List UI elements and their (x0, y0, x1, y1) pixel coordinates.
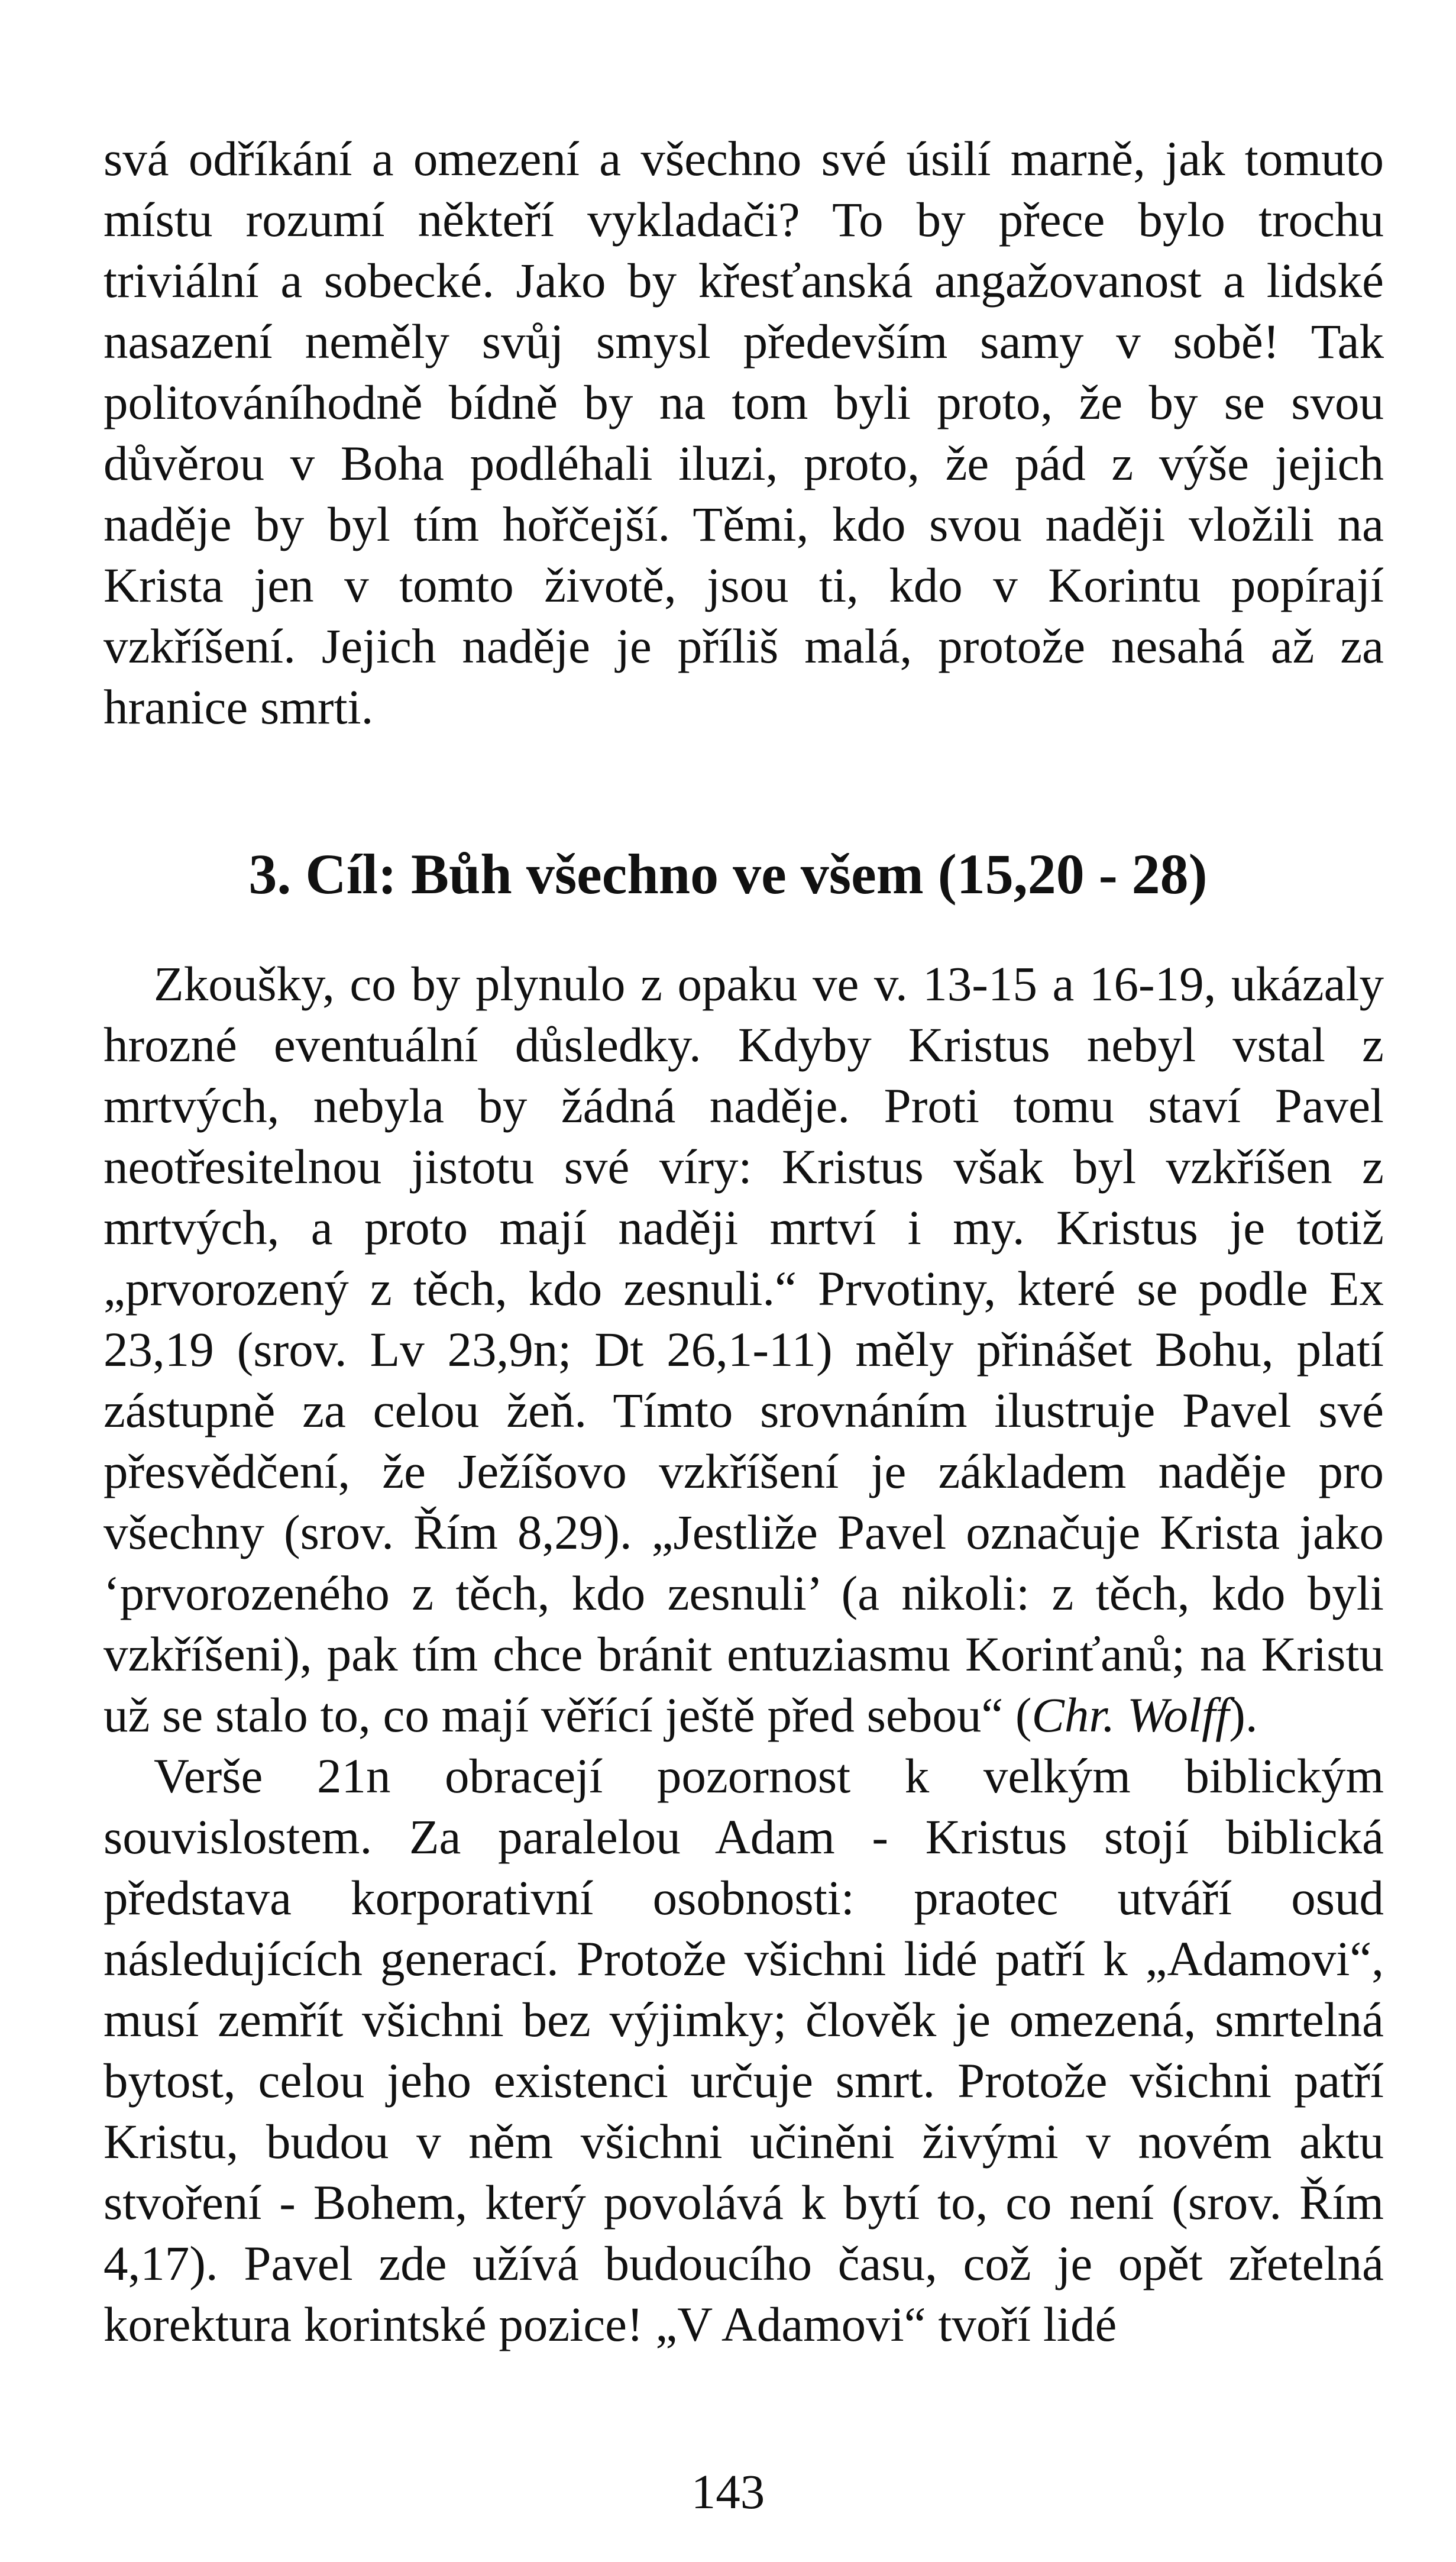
intro-text-block (103, 128, 1384, 738)
paragraph-1 (103, 954, 1384, 1746)
section-heading: 3. Cíl: Bůh všechno ve všem (15,20 - 28) (248, 842, 1208, 906)
paragraph-1-end: ). (1229, 1688, 1258, 1742)
paragraph-intro: svá odříkání a omezení a všechno své úsilí marně, jak tomuto místu rozumí někteří vykladači? To by přece bylo trochu triviální a sobecké. Jako by křesťanská angažovanost a lidské nasazení neměly svůj smysl především samy v sobě! Tak politováníhodně bídně by na tom byli proto, že by se svou důvěrou v Boha podléhali iluzi, proto, že pád z výše jejich naděje by byl tím hořčejší. Těmi, kdo svou naději vložili na Krista jen v tomto životě, jsou ti, kdo v Korintu popírají vzkříšení. Jejich naděje je příliš malá, protože nesahá až za hranice smrti. (103, 131, 1384, 734)
citation-author: Chr. Wolff (1031, 1688, 1229, 1742)
page-number: 143 (691, 2464, 765, 2519)
paragraph-2: Verše 21n obracejí pozornost k velkým biblickým souvislostem. Za paralelou Adam - Kristus stojí biblická představa korporativní osobnosti: praotec utváří osud následujících generací. Protože všichni lidé patří k „Adamovi“, musí zemřít všichni bez výjimky; člověk je omezená, smrtelná bytost, celou jeho existenci určuje smrt. Protože všichni patří Kristu, budou v něm všichni učiněni živými v novém aktu stvoření - Bohem, který povolává k bytí to, co není (srov. Řím 4,17). Pavel zde užívá budoucího času, což je opět zřetelná korektura korintské pozice! „V Adamovi“ tvoří lidé (103, 1749, 1384, 2351)
paragraph-1-text: Zkoušky, co by plynulo z opaku ve v. 13-15 a 16-19, ukázaly hrozné eventuální důsledky. Kdyby Kristus nebyl vstal z mrtvých, nebyla by žádná naděje. Proti tomu staví Pavel neotřesitelnou jistotu své víry: Kristus však byl vzkříšen z mrtvých, a proto mají naději mrtví i my. Kristus je totiž „prvorozený z těch, kdo zesnuli.“ Prvotiny, které se podle Ex 23,19 (srov. Lv 23,9n; Dt 26,1-11) měly přinášet Bohu, platí zástupně za celou žeň. Tímto srovnáním ilustruje Pavel své přesvědčení, že Ježíšovo vzkříšení je základem naděje pro všechny (srov. Řím 8,29). „Jestliže Pavel označuje Krista jako ‘prvorozeného z těch, kdo zesnuli’ (a nikoli: z těch, kdo byli vzkříšeni), pak tím chce bránit entuziasmu Korinťanů; na Kristu už se stalo to, co mají věřící ještě před sebou“ ( (103, 957, 1384, 1742)
section-text-block (103, 954, 1384, 2355)
